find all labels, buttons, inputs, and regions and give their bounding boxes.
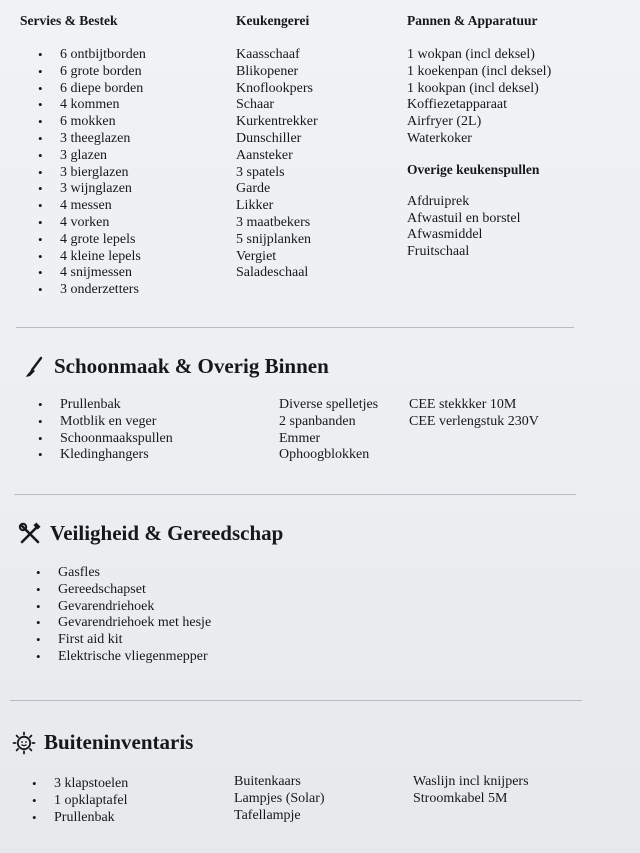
broom-icon	[22, 355, 46, 379]
column-heading: Pannen & Apparatuur	[407, 13, 538, 28]
list-item: Knoflookpers	[236, 80, 313, 96]
list-item: Garde	[236, 181, 271, 197]
outdoor-list-3	[413, 774, 529, 808]
list-item: • 6 mokken	[38, 114, 146, 131]
list-item: • 4 kommen	[38, 97, 146, 114]
list-item: 1 kookpan (incl deksel)	[407, 80, 539, 96]
section-title-text: Buiteninventaris	[44, 730, 194, 754]
list-item: 3 spatels	[236, 164, 285, 180]
list-item: • Gevarendriehoek met hesje	[36, 615, 211, 632]
list-item: • Kledinghangers	[38, 447, 173, 464]
list-item: Buitenkaars	[234, 774, 301, 789]
list-item: • Gereedschapset	[36, 582, 211, 599]
list-item: • 3 onderzetters	[38, 282, 146, 299]
pannen-block	[407, 47, 551, 261]
list-item: Kaasschaaf	[236, 47, 300, 62]
list-item: Schaar	[236, 97, 275, 113]
list-item: • 3 glazen	[38, 148, 146, 165]
kitchen-col-pannen	[407, 13, 538, 29]
list-item: • 3 klapstoelen	[32, 776, 128, 793]
list-item: 2 spanbanden	[279, 413, 356, 429]
list-item: • 1 opklaptafel	[32, 793, 128, 810]
list-item: 1 koekenpan (incl deksel)	[407, 63, 552, 79]
list-item: • 4 grote lepels	[38, 232, 146, 249]
section-title-outdoor	[12, 730, 193, 755]
list-item: Saladeschaal	[236, 265, 309, 281]
list-item: Afwasmiddel	[407, 227, 483, 243]
divider	[16, 327, 574, 328]
column-heading: Servies & Bestek	[20, 13, 118, 28]
list-item: Dunschiller	[236, 130, 302, 146]
divider	[14, 494, 576, 495]
list-item: Waterkoker	[407, 130, 472, 146]
list-item: Diverse spelletjes	[279, 397, 379, 412]
safety-list	[36, 565, 211, 666]
list-item: Tafellampje	[234, 807, 301, 823]
cleaning-list-1	[38, 397, 173, 464]
list-item: 5 snijplanken	[236, 231, 312, 247]
pannen-list	[407, 47, 551, 148]
list-item: Lampjes (Solar)	[234, 790, 325, 806]
list-item: • Prullenbak	[32, 810, 128, 827]
list-item: • First aid kit	[36, 632, 211, 649]
list-item: CEE stekkker 10M	[409, 397, 517, 412]
keukengerei-list	[236, 47, 318, 282]
list-item: Aansteker	[236, 147, 293, 163]
column-heading: Keukengerei	[236, 13, 310, 28]
list-item: • Motblik en veger	[38, 414, 173, 431]
list-item: Emmer	[279, 430, 321, 446]
list-item: Ophoogblokken	[279, 447, 370, 463]
cleaning-list-3	[409, 397, 539, 431]
section-title-text: Veiligheid & Gereedschap	[50, 521, 284, 545]
list-item: • Elektrische vliegenmepper	[36, 649, 211, 666]
list-item: Blikopener	[236, 63, 299, 79]
divider	[10, 700, 582, 701]
list-item: • Gasfles	[36, 565, 211, 582]
list-item: Afwastuil en borstel	[407, 210, 521, 226]
list-item: Kurkentrekker	[236, 114, 318, 130]
list-item: • Gevarendriehoek	[36, 599, 211, 616]
list-item: Likker	[236, 198, 274, 214]
list-item: Airfryer (2L)	[407, 114, 482, 130]
overige-list	[407, 194, 551, 261]
cleaning-list-2	[279, 397, 378, 464]
list-item: 3 maatbekers	[236, 214, 311, 230]
list-item: • 3 theeglazen	[38, 131, 146, 148]
list-item: Stroomkabel 5M	[413, 790, 508, 806]
section-title-cleaning	[22, 354, 329, 379]
list-item: Koffiezetapparaat	[407, 97, 508, 113]
tools-icon	[18, 522, 42, 546]
list-item: Waslijn incl knijpers	[413, 774, 529, 789]
list-item: Fruitschaal	[407, 244, 470, 260]
list-item: CEE verlengstuk 230V	[409, 413, 539, 429]
sun-face-icon	[12, 731, 36, 755]
list-item: • 4 vorken	[38, 215, 146, 232]
section-title-safety	[18, 521, 283, 546]
list-item: • Schoonmaakspullen	[38, 431, 173, 448]
list-item: • 4 kleine lepels	[38, 249, 146, 266]
list-item: • 3 wijnglazen	[38, 181, 146, 198]
list-item: • 4 messen	[38, 198, 146, 215]
list-item: 1 wokpan (incl deksel)	[407, 47, 535, 62]
list-item: • 6 ontbijtborden	[38, 47, 146, 64]
list-item: Afdruiprek	[407, 193, 470, 209]
servies-list	[38, 47, 146, 299]
list-item: • Prullenbak	[38, 397, 173, 414]
overige-heading: Overige keukenspullen	[407, 161, 540, 177]
list-item: • 6 diepe borden	[38, 81, 146, 98]
list-item: Vergiet	[236, 248, 277, 264]
list-item: • 6 grote borden	[38, 64, 146, 81]
list-item: • 4 snijmessen	[38, 265, 146, 282]
outdoor-list-2	[234, 774, 325, 824]
kitchen-col-keukengerei	[236, 13, 309, 29]
outdoor-list-1	[32, 776, 128, 826]
kitchen-col-servies	[20, 13, 117, 29]
list-item: • 3 bierglazen	[38, 165, 146, 182]
section-title-text: Schoonmaak & Overig Binnen	[54, 354, 329, 378]
